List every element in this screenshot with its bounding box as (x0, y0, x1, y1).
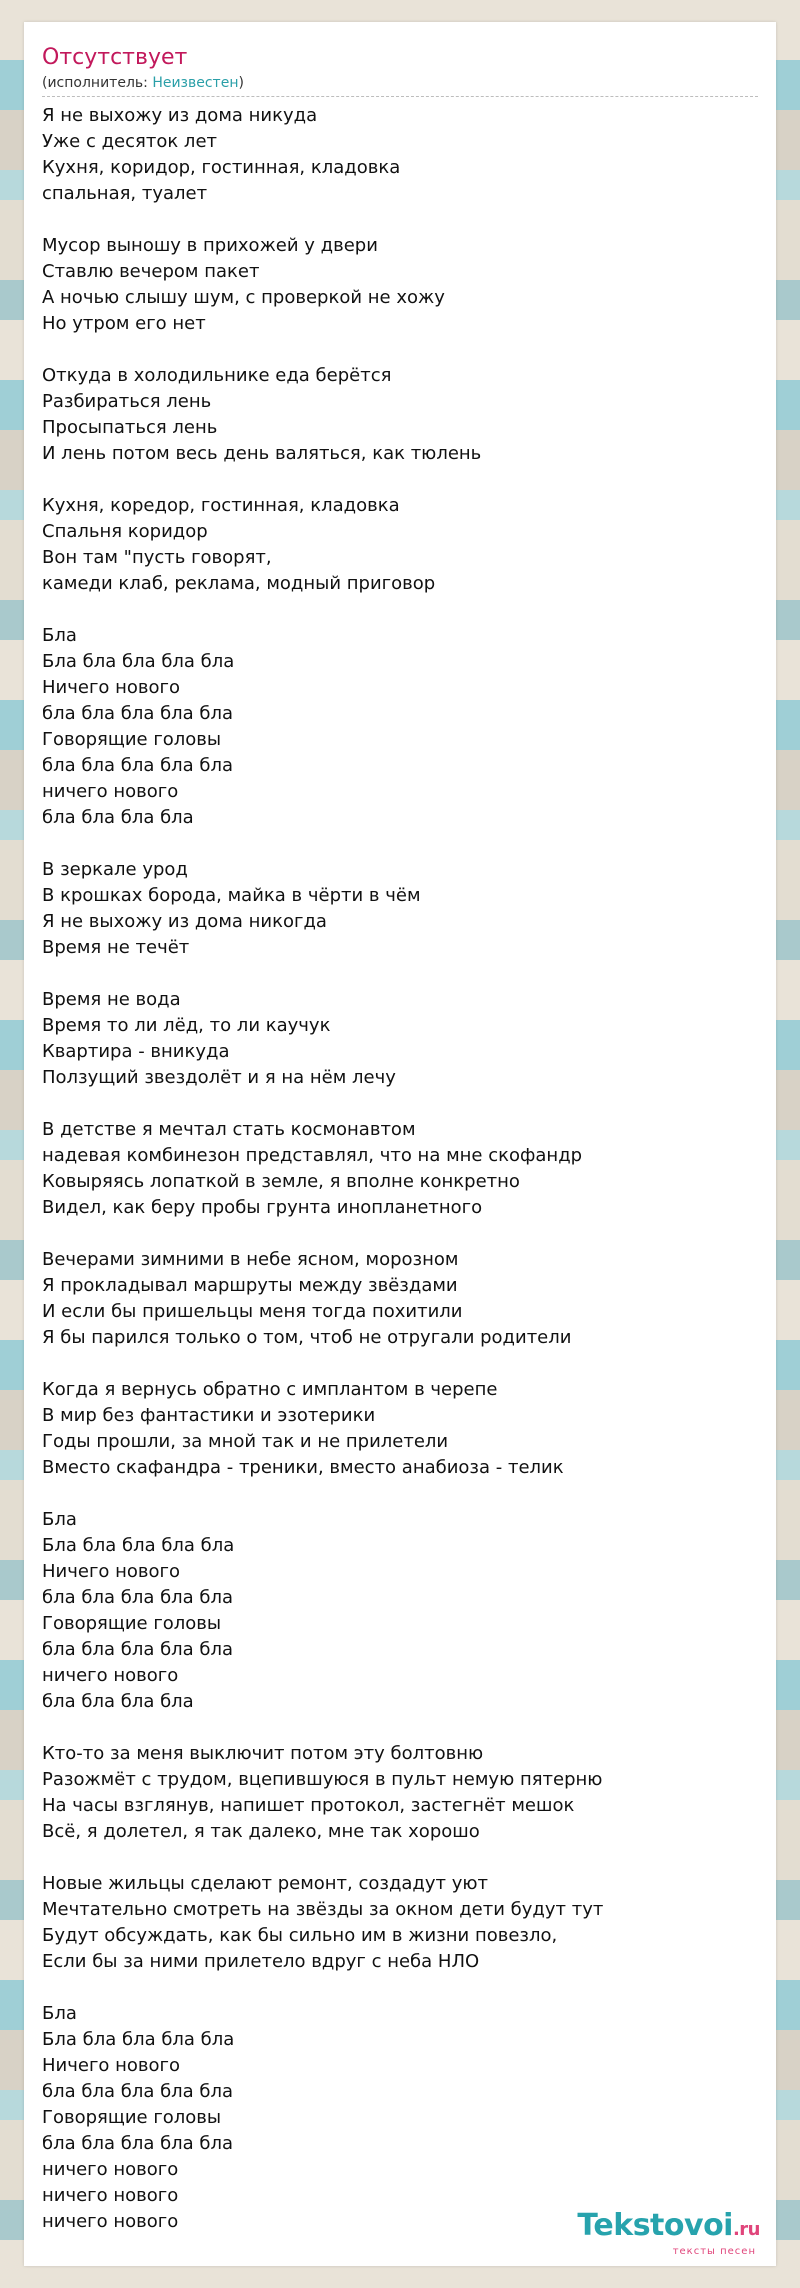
lyric-line: ничего нового (42, 1665, 179, 1686)
lyric-line: спальная, туалет (42, 183, 208, 204)
lyric-line: А ночью слышу шум, с проверкой не хожу (42, 287, 445, 308)
lyric-line: Ставлю вечером пакет (42, 261, 260, 282)
lyric-line: надевая комбинезон представлял, что на мне скофандр (42, 1145, 583, 1166)
lyric-line: ничего нового (42, 2159, 179, 2180)
lyric-line: Ничего нового (42, 1561, 181, 1582)
lyric-line: Я не выхожу из дома никуда (42, 105, 318, 126)
artist-suffix: ) (238, 75, 244, 91)
lyric-line: На часы взглянув, напишет протокол, застегнёт мешок (42, 1795, 575, 1816)
artist-link[interactable]: Неизвестен (152, 75, 239, 91)
lyric-line: Но утром его нет (42, 313, 206, 334)
lyric-line: Если бы за ними прилетело вдруг с неба НЛО (42, 1951, 480, 1972)
lyric-line: бла бла бла бла бла (42, 1587, 234, 1608)
lyric-line: бла бла бла бла бла (42, 2133, 234, 2154)
lyric-line (42, 1221, 758, 1247)
lyric-line: Бла (42, 2003, 77, 2024)
lyric-line: Вечерами зимними в небе ясном, морозном (42, 1249, 459, 1270)
lyrics-text (42, 103, 758, 2235)
lyric-line: бла бла бла бла бла (42, 2081, 234, 2102)
lyric-line: Бла (42, 1509, 77, 1530)
lyric-line: ничего нового (42, 781, 179, 802)
lyric-line: Когда я вернусь обратно с имплантом в черепе (42, 1379, 498, 1400)
lyric-line: Кухня, коредор, гостинная, кладовка (42, 495, 400, 516)
lyric-line: Ползущий звездолёт и я на нём лечу (42, 1067, 396, 1088)
lyric-line: Мусор выношу в прихожей у двери (42, 235, 378, 256)
lyric-line (42, 1975, 758, 2001)
lyric-line: бла бла бла бла бла (42, 703, 234, 724)
lyric-line: Бла бла бла бла бла (42, 2029, 235, 2050)
lyric-line: Я не выхожу из дома никогда (42, 911, 327, 932)
lyric-line: Время то ли лёд, то ли каучук (42, 1015, 331, 1036)
lyric-line: Бла бла бла бла бла (42, 651, 235, 672)
lyric-line (42, 207, 758, 233)
lyric-line: Время не течёт (42, 937, 190, 958)
lyric-line: Говорящие головы (42, 729, 222, 750)
lyric-line (42, 1481, 758, 1507)
lyric-line: Будут обсуждать, как бы сильно им в жизни повезло, (42, 1925, 558, 1946)
artist-line (42, 74, 758, 97)
lyric-line: Я бы парился только о том, чтоб не отругали родители (42, 1327, 572, 1348)
song-title: Отсутствует (42, 45, 188, 70)
lyric-line: Кто-то за меня выключит потом эту болтовню (42, 1743, 484, 1764)
lyric-line: И лень потом весь день валяться, как тюлень (42, 443, 482, 464)
lyric-line: бла бла бла бла бла (42, 1639, 234, 1660)
lyric-line: камеди клаб, реклама, модный приговор (42, 573, 436, 594)
lyric-line: Бла (42, 625, 77, 646)
lyric-line: Кухня, коридор, гостинная, кладовка (42, 157, 401, 178)
lyric-line: Откуда в холодильнике еда берётся (42, 365, 392, 386)
lyric-line: Просыпаться лень (42, 417, 218, 438)
lyric-line (42, 1091, 758, 1117)
lyric-line: В детстве я мечтал стать космонавтом (42, 1119, 416, 1140)
lyric-line: Мечтательно смотреть на звёзды за окном дети будут тут (42, 1899, 604, 1920)
lyric-line: Вместо скафандра - треники, вместо анабиоза - телик (42, 1457, 564, 1478)
lyric-line: Годы прошли, за мной так и не прилетели (42, 1431, 449, 1452)
logo-main-text: Tekstovoi (577, 2208, 733, 2243)
lyric-line: Видел, как беру пробы грунта инопланетного (42, 1197, 483, 1218)
lyric-line (42, 337, 758, 363)
lyric-line: Разожмёт с трудом, вцепившуюся в пульт немую пятерню (42, 1769, 603, 1790)
lyric-line: В зеркале урод (42, 859, 188, 880)
lyric-line: ничего нового (42, 2211, 179, 2232)
lyric-line (42, 1715, 758, 1741)
lyric-line (42, 597, 758, 623)
lyric-line: Время не вода (42, 989, 181, 1010)
logo-tld: .ru (732, 2219, 760, 2240)
lyric-line (42, 831, 758, 857)
lyric-line (42, 467, 758, 493)
lyric-line: бла бла бла бла бла (42, 755, 234, 776)
lyric-line: И если бы пришельцы меня тогда похитили (42, 1301, 463, 1322)
lyric-line: Вон там "пусть говорят, (42, 547, 272, 568)
lyric-line: бла бла бла бла (42, 1691, 194, 1712)
lyric-line: Всё, я долетел, я так далеко, мне так хорошо (42, 1821, 480, 1842)
lyric-line: Новые жильцы сделают ремонт, создадут уют (42, 1873, 489, 1894)
lyric-line (42, 1845, 758, 1871)
lyrics-card (24, 22, 776, 2266)
lyric-line: Говорящие головы (42, 1613, 222, 1634)
artist-prefix: (исполнитель: (42, 75, 153, 91)
lyric-line: Ничего нового (42, 677, 181, 698)
lyric-line: Бла бла бла бла бла (42, 1535, 235, 1556)
lyric-line: Квартира - вникуда (42, 1041, 230, 1062)
lyric-line (42, 961, 758, 987)
lyric-line: бла бла бла бла (42, 807, 194, 828)
lyric-line: В мир без фантастики и эзотерики (42, 1405, 376, 1426)
lyric-line: Я прокладывал маршруты между звёздами (42, 1275, 458, 1296)
site-logo[interactable] (577, 2210, 760, 2258)
lyric-line: Спальня коридор (42, 521, 208, 542)
lyric-line (42, 1351, 758, 1377)
lyric-line: ничего нового (42, 2185, 179, 2206)
lyric-line: В крошках борода, майка в чёрти в чём (42, 885, 421, 906)
lyric-line: Разбираться лень (42, 391, 212, 412)
lyric-line: Уже с десяток лет (42, 131, 217, 152)
lyric-line: Ничего нового (42, 2055, 181, 2076)
lyric-line: Говорящие головы (42, 2107, 222, 2128)
logo-tagline: тексты песен (672, 2246, 756, 2257)
lyric-line: Ковыряясь лопаткой в земле, я вполне конкретно (42, 1171, 520, 1192)
